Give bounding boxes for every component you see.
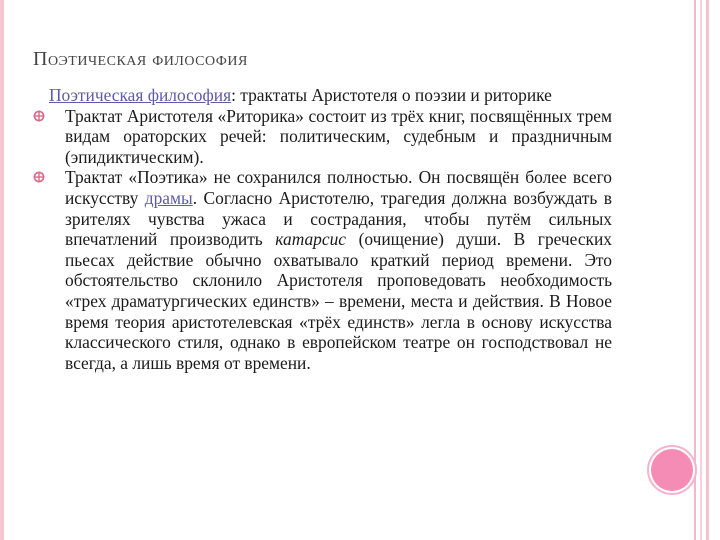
- intro-paragraph: [33, 85, 612, 106]
- bullet-item-rhetoric: [33, 106, 612, 168]
- circle-cross-icon: [33, 110, 45, 122]
- bullet-text-part: Трактат «Поэтика» не сохранился полностью. Он посвящён более всего искусству: [65, 167, 612, 208]
- slide-body: [33, 85, 612, 373]
- catharsis-term: катарсис: [275, 229, 346, 250]
- bullet-item-poetics: [33, 167, 612, 373]
- decorative-circle: [651, 449, 693, 491]
- bullet-text-part: . Согласно Аристотелю, трагедия должна возбуждать в зрителях чувства ужаса и сострадания, чтобы путём сильных впечатлений производить: [65, 187, 612, 250]
- intro-link[interactable]: Поэтическая философия: [49, 85, 232, 105]
- bullet-text-part: (очищение) души. В греческих пьесах действие обычно охватывало краткий период времени. Это обстоятельство склонило Аристотеля проповедовать необходимость «трех драматургических единств» – времени, места и действия. В Новое время теория аристотелевская «трёх единств» легла в основу искусства классического стиля, однако в европейском театре он господствовал не всегда, а лишь время от времени.: [65, 229, 612, 373]
- slide-left-border: [0, 0, 4, 540]
- slide-right-border: [694, 0, 720, 540]
- drama-link[interactable]: драмы: [144, 187, 193, 208]
- bullet-text: Трактат Аристотеля «Риторика» состоит из трёх книг, посвящённых трем видам ораторских речей: политическим, судебным и праздничным (эпидиктическим).: [65, 105, 612, 167]
- circle-cross-icon: [33, 171, 45, 183]
- page-title: Поэтическая философия: [33, 48, 248, 70]
- intro-text: : трактаты Аристотеля о поэзии и риторике: [231, 85, 552, 105]
